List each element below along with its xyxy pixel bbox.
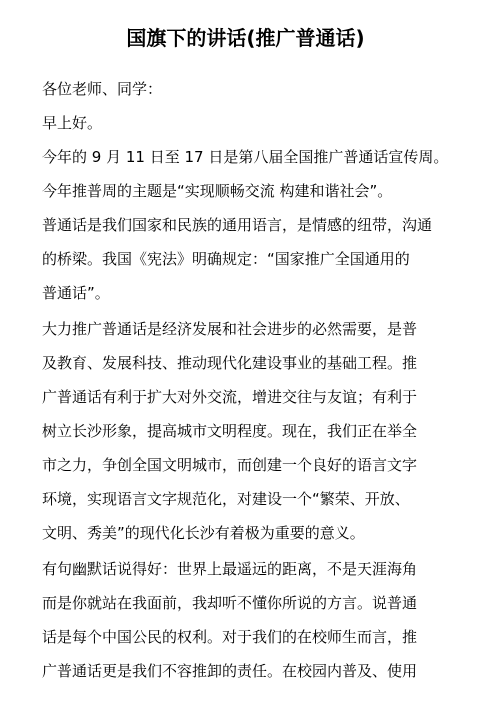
document-title: 国旗下的讲话(推广普通话) — [126, 26, 365, 50]
text-line: 有句幽默话说得好：世界上最遥远的距离，不是天涯海角 — [42, 560, 418, 578]
text-line: 今年推普周的主题是“实现顺畅交流 构建和谐社会”。 — [42, 182, 393, 200]
text-line: 文明、秀美”的现代化长沙有着极为重要的意义。 — [42, 524, 365, 542]
text-line: 话是每个中国公民的权利。对于我们的在校师生而言，推 — [42, 628, 418, 646]
text-line: 大力推广普通话是经济发展和社会进步的必然需要，是普 — [42, 320, 418, 338]
text-line: 普通话是我们国家和民族的通用语言，是情感的纽带，沟通 — [42, 216, 433, 234]
text-line: 树立长沙形象，提高城市文明程度。现在，我们正在举全 — [42, 422, 418, 440]
text-line: 及教育、发展科技、推动现代化建设事业的基础工程。推 — [42, 354, 418, 372]
text-line: 环境，实现语言文字规范化，对建设一个“繁荣、开放、 — [42, 490, 410, 508]
text-line: 普通话”。 — [42, 284, 110, 302]
text-line: 而是你就站在我面前，我却听不懂你所说的方言。说普通 — [42, 594, 418, 612]
text-line: 今年的 9 月 11 日至 17 日是第八届全国推广普通话宣传周。 — [42, 148, 449, 166]
text-line: 广普通话有利于扩大对外交流，增进交往与友谊；有利于 — [42, 388, 418, 406]
text-line: 早上好。 — [42, 114, 103, 132]
text-line: 各位老师、同学： — [42, 80, 163, 98]
text-line: 广普通话更是我们不容推卸的责任。在校园内普及、使用 — [42, 662, 418, 680]
text-line: 市之力，争创全国文明城市，而创建一个良好的语言文字 — [42, 456, 418, 474]
text-line: 的桥梁。我国《宪法》明确规定：“国家推广全国通用的 — [42, 250, 410, 268]
